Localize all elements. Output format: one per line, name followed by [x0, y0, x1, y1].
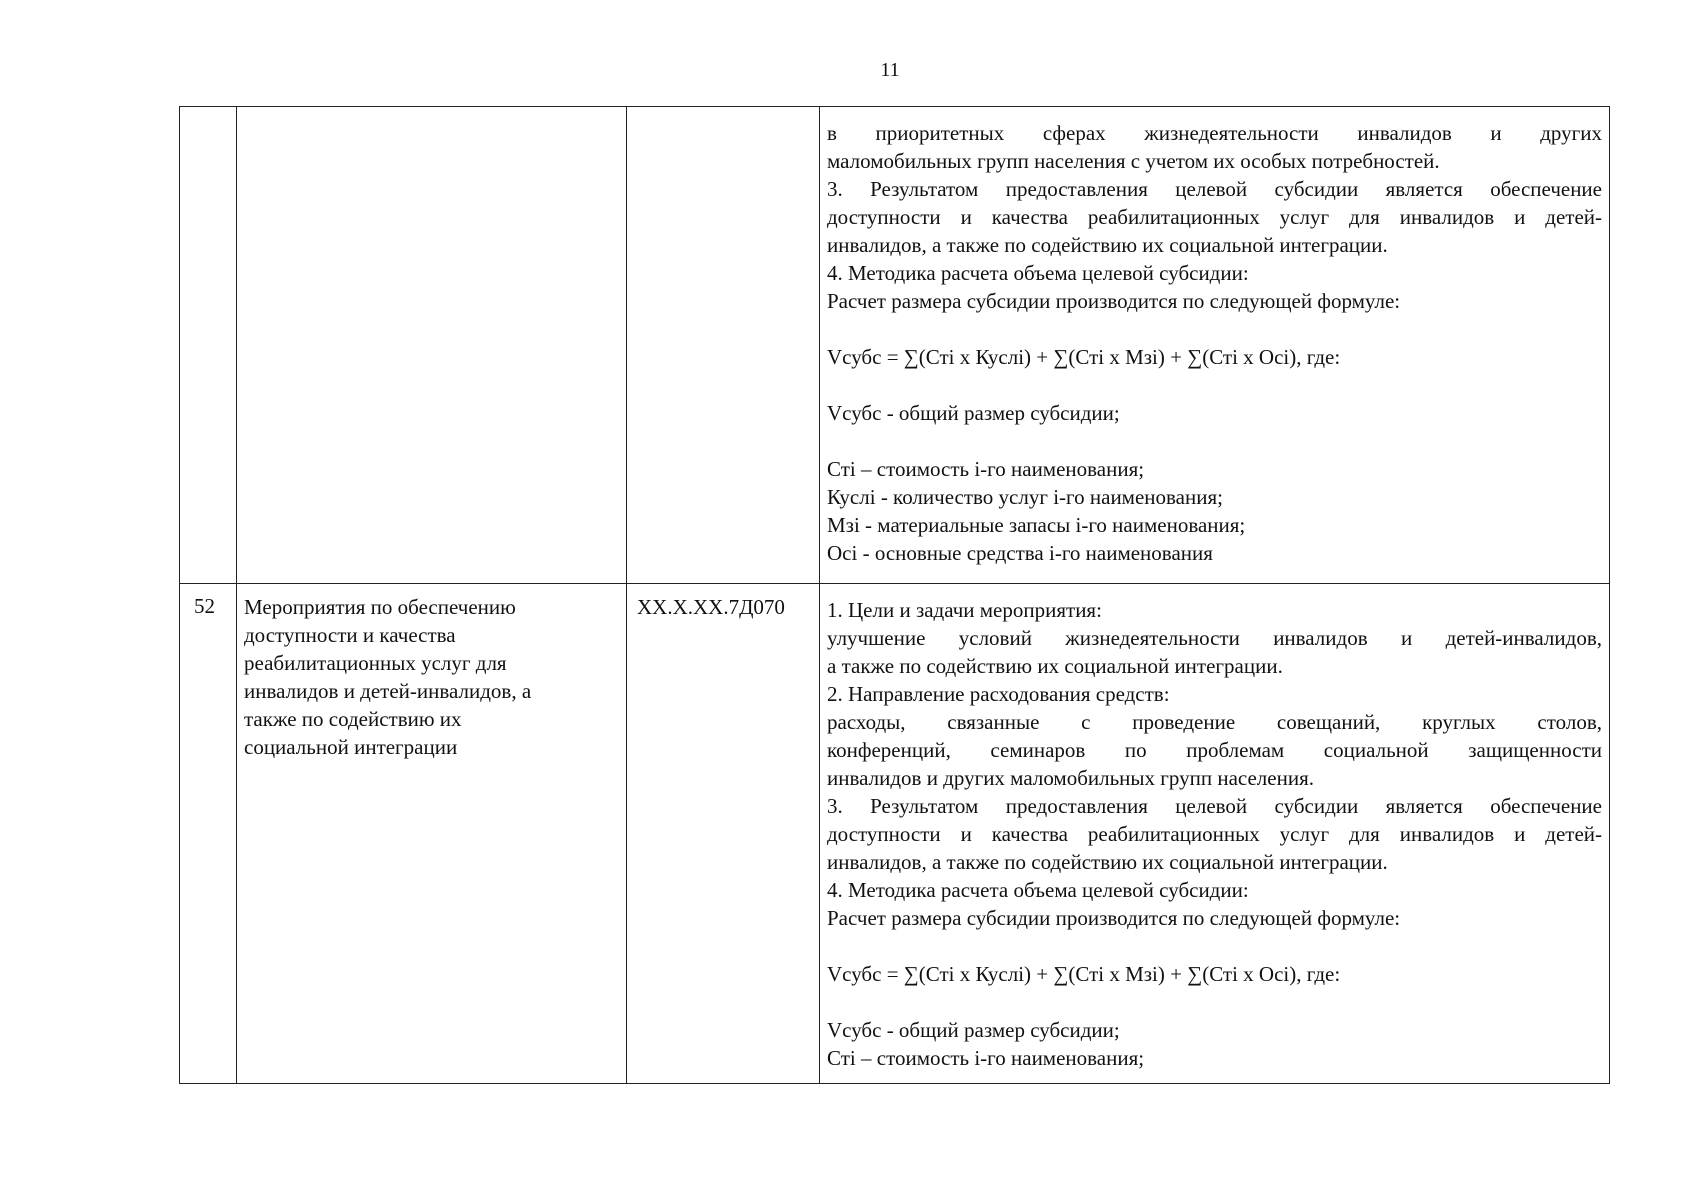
document-table	[179, 106, 1610, 1084]
description-cell	[820, 107, 1610, 584]
text-line: Vсубс - общий размер субсидии;	[827, 401, 1120, 425]
text-line: улучшение условий жизнедеятельности инвалидов и детей-инвалидов,	[827, 626, 1602, 650]
blank-line	[827, 427, 1602, 455]
table-row-continuation	[180, 107, 1610, 584]
text-line: конференций, семинаров по проблемам социальной защищенности	[827, 738, 1602, 762]
blank-line	[827, 315, 1602, 343]
text-line: Стi – стоимость i-го наименования;	[827, 457, 1145, 481]
description-text	[827, 119, 1602, 567]
text-line: 4. Методика расчета объема целевой субсидии:	[827, 878, 1249, 902]
text-line: Осi - основные средства i-го наименования	[827, 541, 1213, 565]
text-line: а также по содействию их социальной интеграции.	[827, 654, 1283, 678]
text-line: маломобильных групп населения с учетом их особых потребностей.	[827, 149, 1440, 173]
text-line: расходы, связанные с проведение совещаний, круглых столов,	[827, 710, 1602, 734]
text-line: 3. Результатом предоставления целевой субсидии является обеспечение	[827, 794, 1602, 818]
text-line: также по содействию их	[244, 707, 462, 731]
activity-name-cell	[237, 107, 627, 584]
blank-line	[827, 932, 1602, 960]
text-line: Мероприятия по обеспечению	[244, 595, 516, 619]
text-line: Мзi - материальные запасы i-го наименования;	[827, 513, 1246, 537]
text-line: Расчет размера субсидии производится по следующей формуле:	[827, 906, 1401, 930]
text-line: Vсубс = ∑(Стi х Куслi) + ∑(Стi х Мзi) + ∑(Стi х Осi), где:	[827, 345, 1341, 369]
text-line: в приоритетных сферах жизнедеятельности инвалидов и других	[827, 121, 1602, 145]
text-line: Vсубс - общий размер субсидии;	[827, 1018, 1120, 1042]
page-number: 11	[880, 59, 900, 81]
text-line: социальной интеграции	[244, 735, 458, 759]
text-line: Расчет размера субсидии производится по следующей формуле:	[827, 289, 1401, 313]
text-line: доступности и качества	[244, 623, 456, 647]
row-number-cell: 52	[180, 584, 237, 1084]
description-text	[827, 596, 1602, 1072]
activity-name-text	[244, 593, 618, 761]
row-number-cell	[180, 107, 237, 584]
text-line: инвалидов и других маломобильных групп населения.	[827, 766, 1314, 790]
budget-code-cell	[627, 107, 820, 584]
text-line: инвалидов и детей-инвалидов, а	[244, 679, 532, 703]
budget-code-cell: XX.X.XX.7Д070	[627, 584, 820, 1084]
activity-name-cell	[237, 584, 627, 1084]
text-line: 4. Методика расчета объема целевой субсидии:	[827, 261, 1249, 285]
text-line: 2. Направление расходования средств:	[827, 682, 1170, 706]
table-row	[180, 584, 1610, 1084]
text-line: доступности и качества реабилитационных услуг для инвалидов и детей-	[827, 822, 1602, 846]
text-line: инвалидов, а также по содействию их социальной интеграции.	[827, 850, 1388, 874]
text-line: доступности и качества реабилитационных услуг для инвалидов и детей-	[827, 205, 1602, 229]
text-line: реабилитационных услуг для	[244, 651, 507, 675]
text-line: инвалидов, а также по содействию их социальной интеграции.	[827, 233, 1388, 257]
blank-line	[827, 988, 1602, 1016]
text-line: 3. Результатом предоставления целевой субсидии является обеспечение	[827, 177, 1602, 201]
text-line: Vсубс = ∑(Стi х Куслi) + ∑(Стi х Мзi) + ∑(Стi х Осi), где:	[827, 962, 1341, 986]
text-line: Куслi - количество услуг i-го наименования;	[827, 485, 1223, 509]
text-line: 1. Цели и задачи мероприятия:	[827, 598, 1102, 622]
description-cell	[820, 584, 1610, 1084]
blank-line	[827, 371, 1602, 399]
text-line: Стi – стоимость i-го наименования;	[827, 1046, 1145, 1070]
